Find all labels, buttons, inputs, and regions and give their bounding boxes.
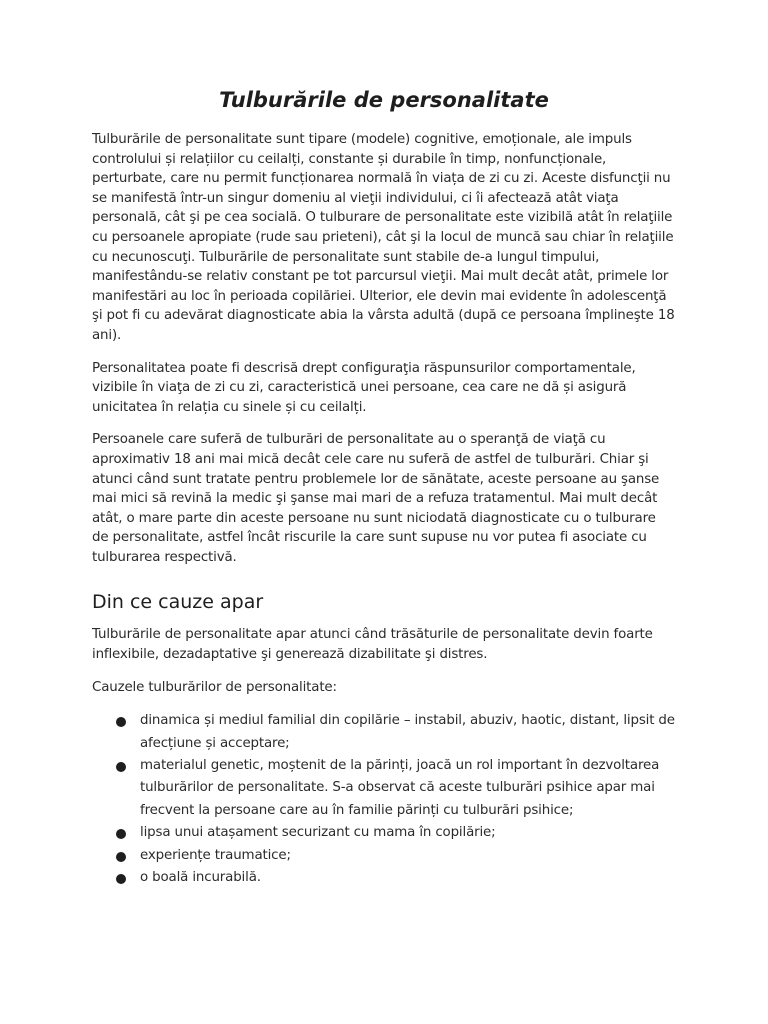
bullet-icon: [116, 829, 126, 839]
bullet-icon: [116, 874, 126, 884]
list-item: [116, 822, 676, 844]
section-intro: Tulburările de personalitate apar atunci când trăsăturile de personalitate devin foarte inflexibile, dezadaptative şi generează dizabilitate şi distres.: [92, 627, 653, 663]
list-item-text: lipsa unui atașament securizant cu mama în copilărie;: [140, 825, 496, 841]
list-item: [116, 755, 676, 822]
paragraph-definition: Tulburările de personalitate sunt tipare (modele) cognitive, emoționale, ale impuls controlului și relațiilor cu ceilalți, constante și durabile în timp, nonfuncționale, perturbate, care nu permit funcționarea normală în viața de zi cu zi. Aceste disfuncţii nu se manifestă într-un singur domeniu al vieţii individului, ci îi afectează atât viaţa personală, cât şi pe cea socială. O tulburare de personalitate este vizibilă atât în relaţiile cu persoanele apropiate (rude sau prieteni), cât şi la locul de muncă sau chiar în relaţiile cu necunoscuţi. Tulburările de personalitate sunt stabile de-a lungul timpului, manifestându-se relativ constant pe tot parcursul vieţii. Mai mult decât atât, primele lor manifestări au loc în perioada copilăriei. Ulterior, ele devin mai evidente în adolescenţă şi pot fi cu adevărat diagnosticate abia la vârsta adultă (după ce persoana împlineşte 18 ani).: [92, 132, 675, 343]
list-item-text: materialul genetic, moștenit de la părinți, joacă un rol important în dezvoltarea tulburărilor de personalitate. S-a observat că aceste tulburări psihice apar mai frecvent la persoane care au în familie părinți cu tulburări psihice;: [140, 758, 660, 818]
list-item-text: experiențe traumatice;: [140, 847, 291, 863]
list-item: [116, 710, 676, 755]
bullet-icon: [116, 852, 126, 862]
causes-list: [92, 710, 676, 889]
paragraph-personality: Personalitatea poate fi descrisă drept configuraţia răspunsurilor comportamentale, vizibile în viaţa de zi cu zi, caracteristică unei persoane, cea care ne dă și asigură unicitatea în relația cu sinele și cu ceilalți.: [92, 360, 636, 415]
list-item-text: dinamica și mediul familial din copilărie – instabil, abuziv, haotic, distant, lipsit de afecțiune și acceptare;: [140, 713, 675, 751]
list-item: [116, 845, 676, 867]
list-item: [116, 867, 676, 889]
list-item-text: o boală incurabilă.: [140, 870, 261, 886]
paragraph-life-expectancy: Persoanele care suferă de tulburări de personalitate au o speranţă de viaţă cu aproximativ 18 ani mai mică decât cele care nu suferă de astfel de tulburări. Chiar şi atunci când sunt tratate pentru problemele lor de sănătate, aceste persoane au şanse mai mici să revină la medic şi şanse mai mari de a refuza tratamentul. Mai mult decât atât, o mare parte din aceste persoane nu sunt niciodată diagnosticate cu o tulburare de personalitate, astfel încât riscurile la care sunt supuse nu vor putea fi asociate cu tulburarea respectivă.: [92, 432, 660, 565]
section-heading: Din ce cauze apar: [92, 591, 264, 614]
document-title: Tulburările de personalitate: [219, 88, 549, 112]
bullet-icon: [116, 717, 126, 727]
causes-label: Cauzele tulburărilor de personalitate:: [92, 679, 337, 695]
bullet-icon: [116, 762, 126, 772]
